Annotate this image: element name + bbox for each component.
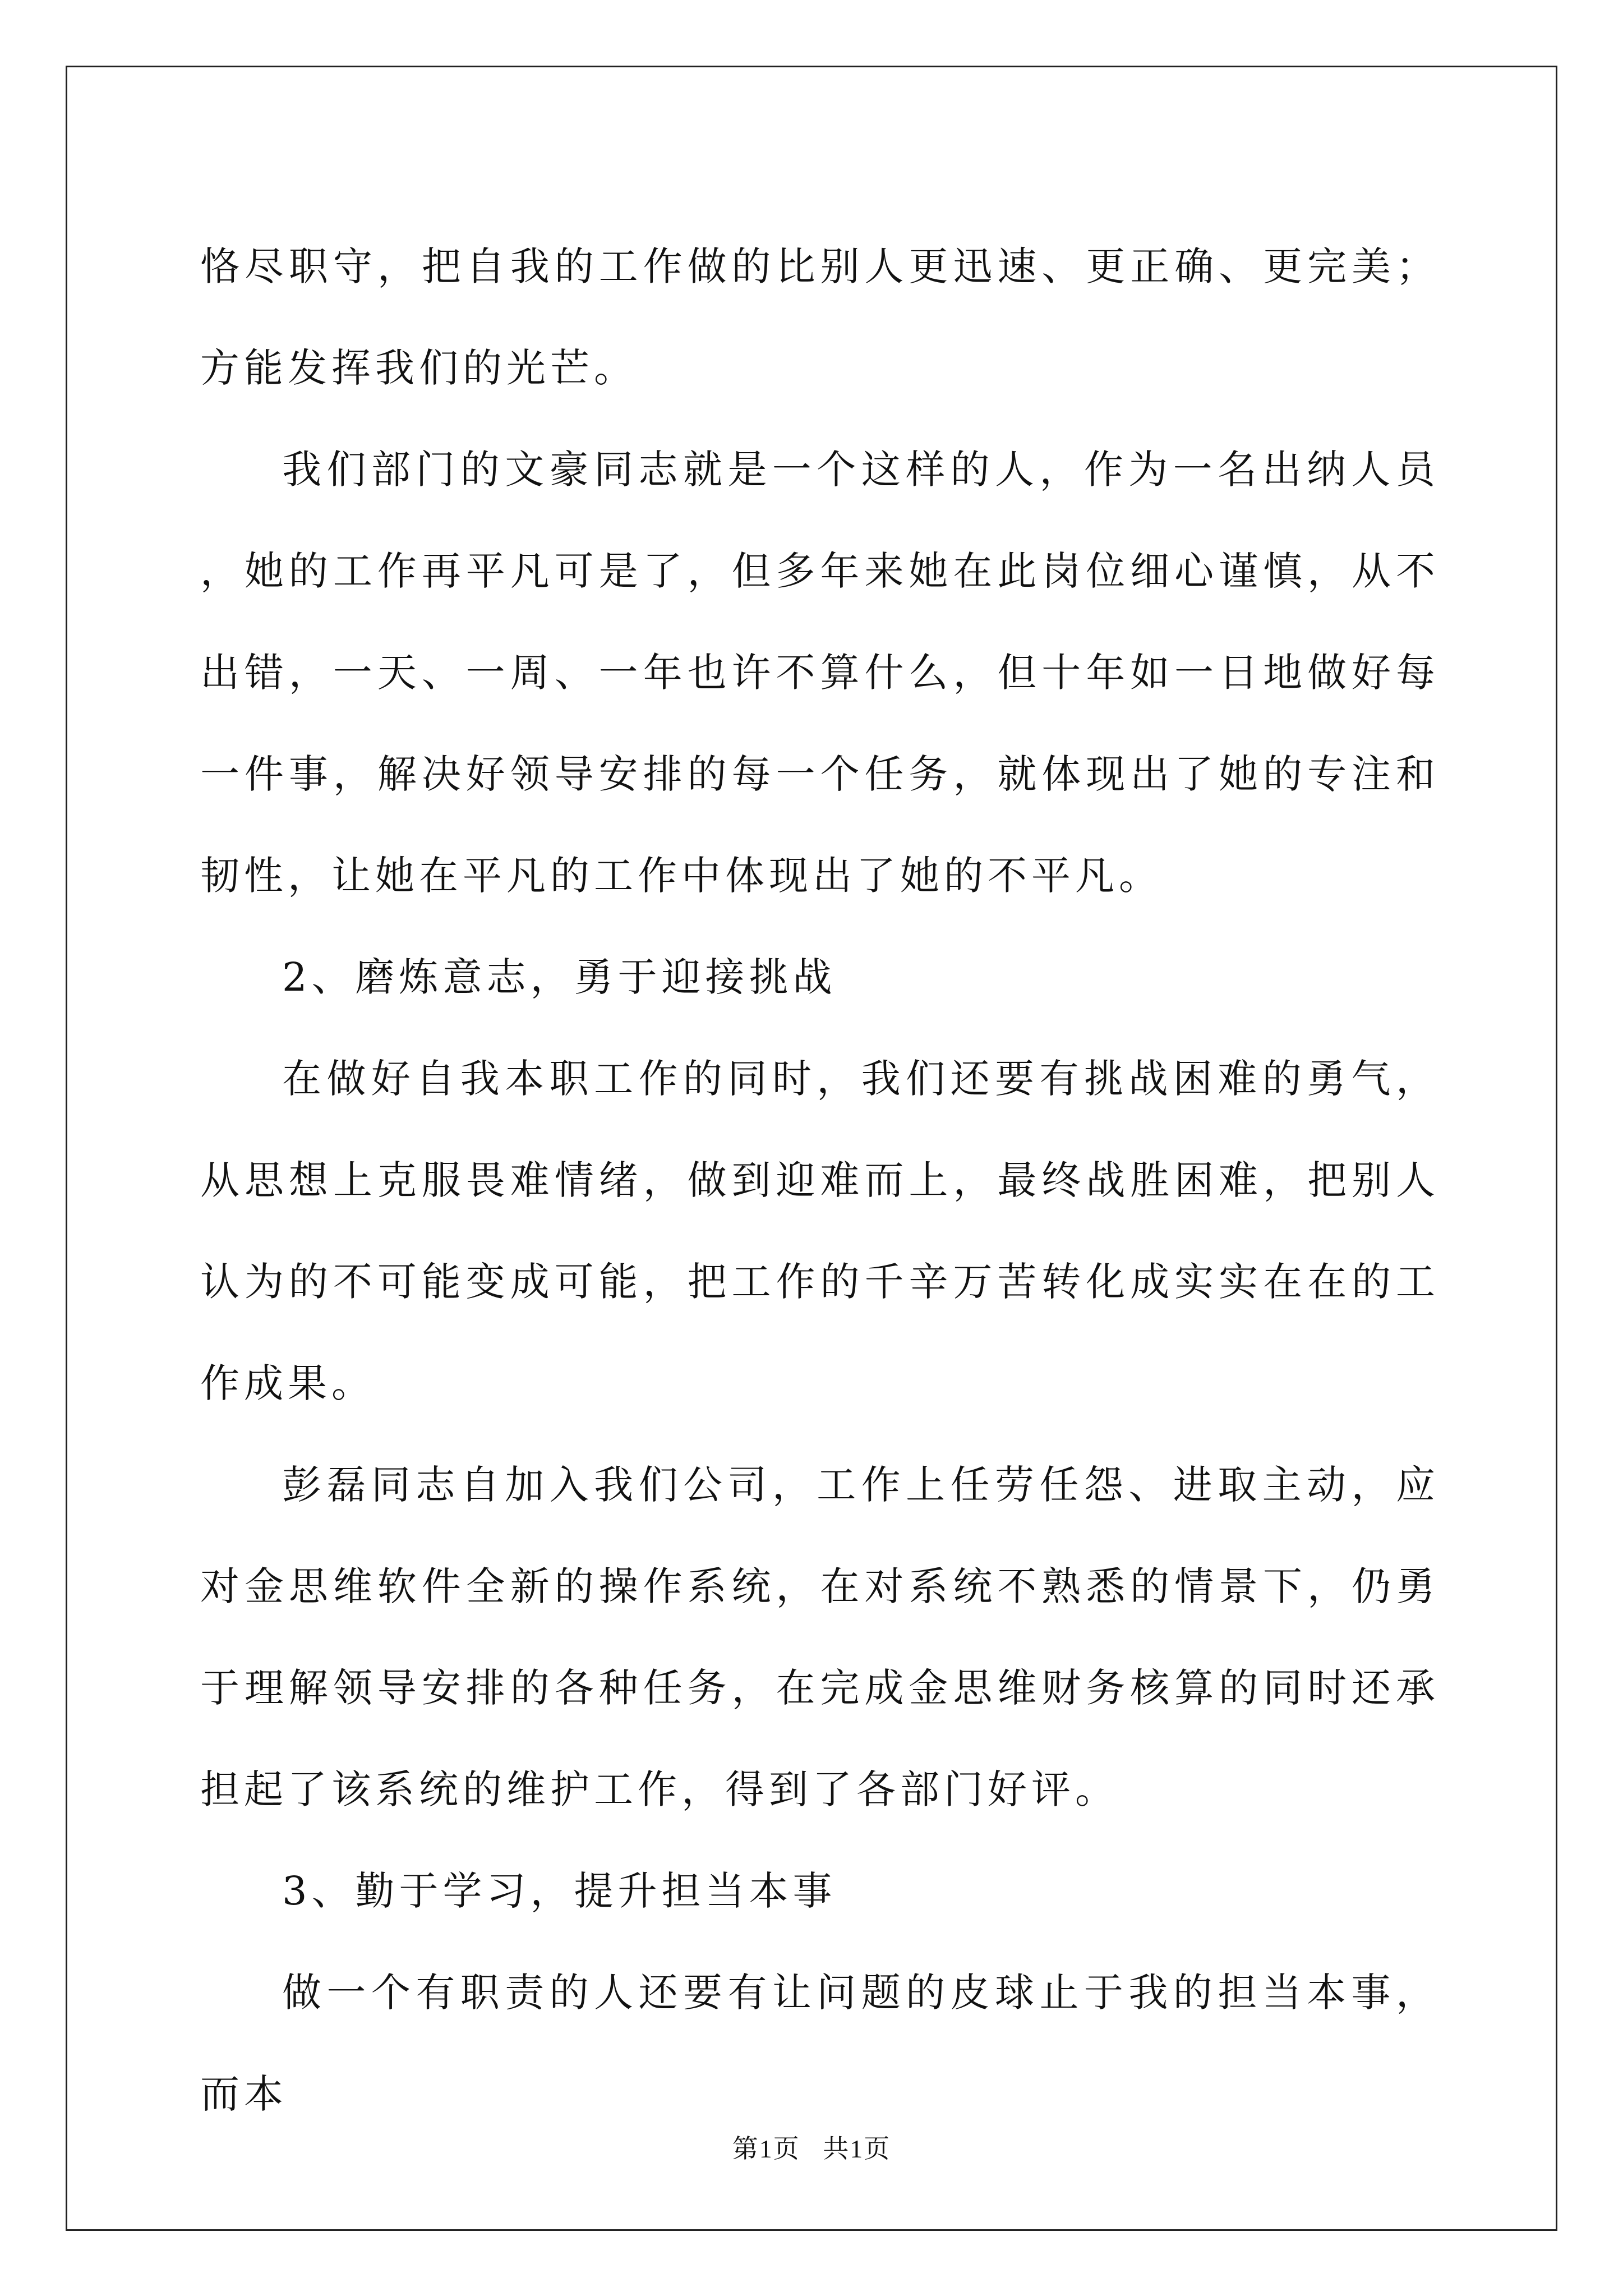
paragraph-4: 彭磊同志自加入我们公司，工作上任劳任怨、进取主动，应对金思维软件全新的操作系统，在对系统不熟悉的情景下，仍勇于理解领导安排的各种任务，在完成金思维财务核算的同时还承担起了该系统的维护工作，得到了各部门好评。 (200, 1462, 1440, 1812)
document-body (200, 216, 1440, 2145)
page-footer (0, 2128, 1623, 2165)
section-heading-2: 2、磨炼意志，勇于迎接挑战 (282, 954, 837, 1000)
section-heading-3: 3、勤于学习，提升担当本事 (282, 1868, 837, 1914)
page-number: 第1页 (732, 2134, 800, 2163)
paragraph-3: 在做好自我本职工作的同时，我们还要有挑战困难的勇气，从思想上克服畏难情绪，做到迎难而上，最终战胜困难，把别人认为的不可能变成可能，把工作的千辛万苦转化成实实在在的工作成果。 (200, 1056, 1440, 1406)
paragraph-5: 做一个有职责的人还要有让问题的皮球止于我的担当本事，而本 (200, 1970, 1440, 2117)
paragraph-1: 恪尽职守，把自我的工作做的比别人更迅速、更正确、更完美；方能发挥我们的光芒。 (200, 243, 1440, 391)
page-total: 共1页 (823, 2134, 891, 2163)
paragraph-2: 我们部门的文豪同志就是一个这样的人，作为一名出纳人员，她的工作再平凡可是了，但多年来她在此岗位细心谨慎，从不出错，一天、一周、一年也许不算什么，但十年如一日地做好每一件事，解决好领导安排的每一个任务，就体现出了她的专注和韧性，让她在平凡的工作中体现出了她的不平凡。 (200, 447, 1440, 899)
